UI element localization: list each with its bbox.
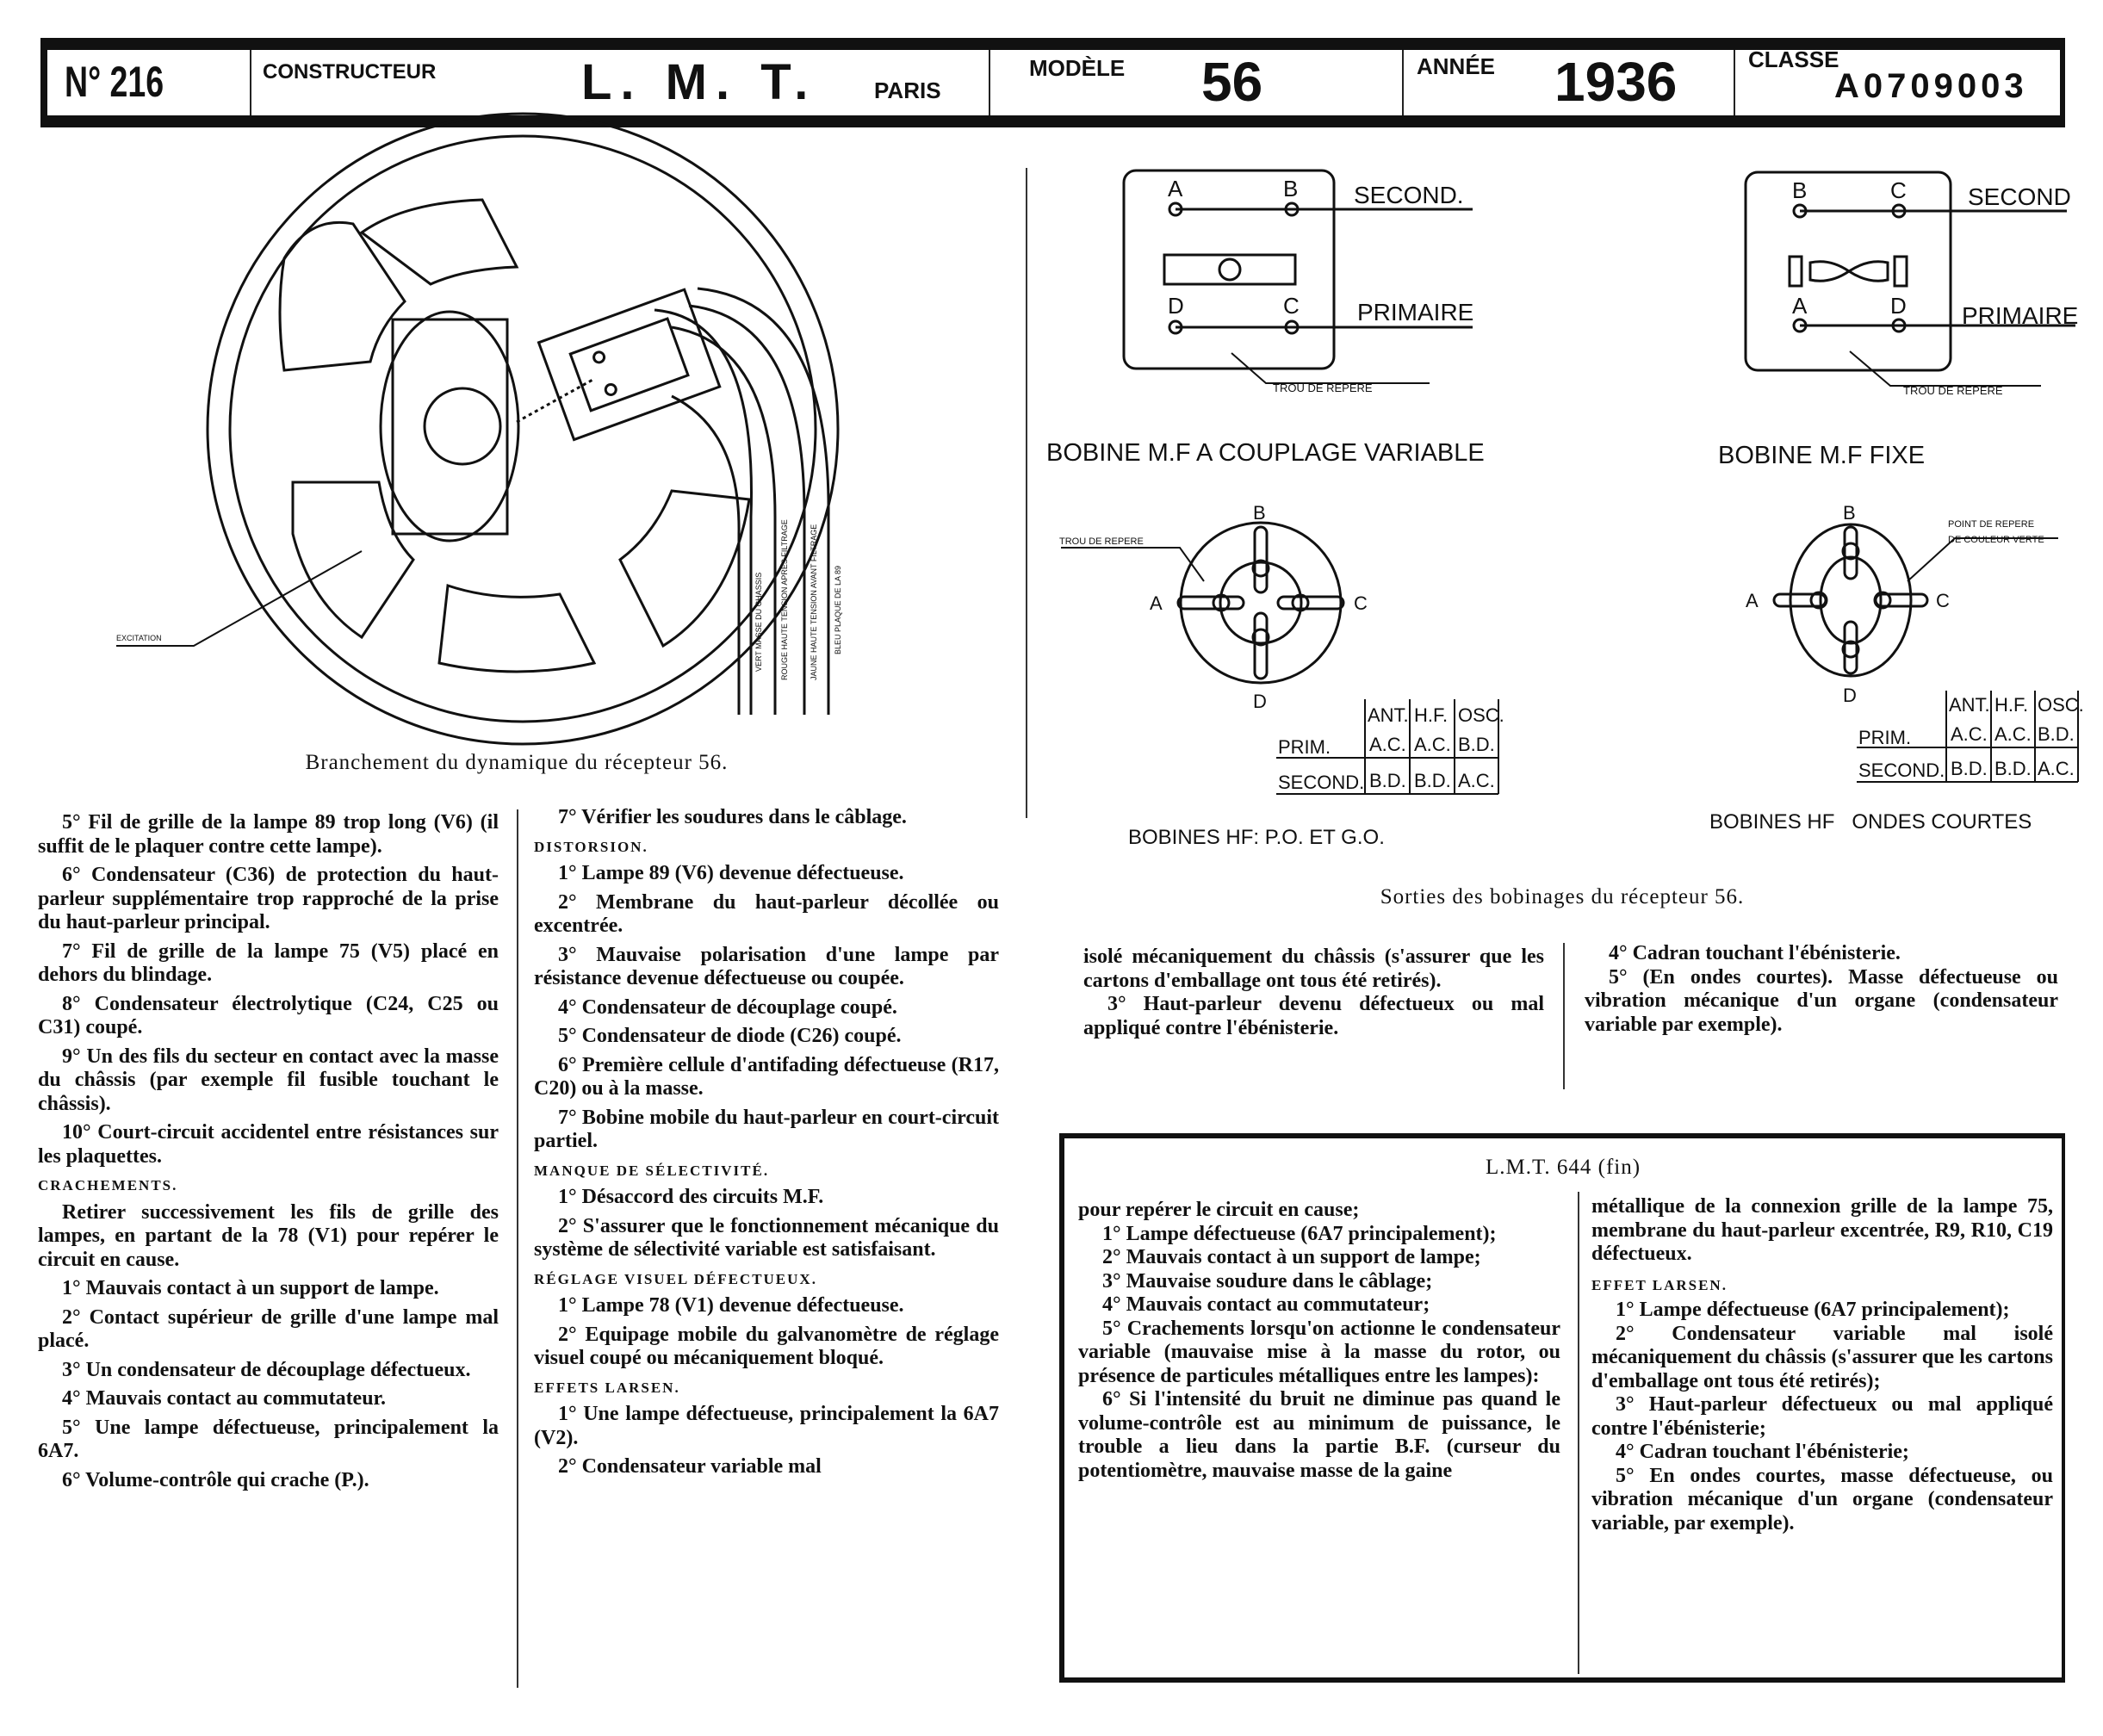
- speaker-diagram: [116, 114, 842, 744]
- paragraph: 1° Mauvais contact à un support de lampe.: [62, 1277, 439, 1299]
- paragraph: 2° Condensateur variable mal isolé mécaniquement du châssis (s'assurer que les cartons d'emballage ont tous été retirés);: [1591, 1322, 2053, 1392]
- table-cell: B.D.: [1994, 758, 2032, 779]
- primaire-label: PRIMAIRE: [1357, 299, 1474, 326]
- table-row-label: PRIM.: [1858, 727, 1912, 748]
- pin-label: C: [1283, 293, 1300, 319]
- terminal-block: [539, 289, 720, 439]
- mf-fixe-coil-diagram: [1718, 172, 2078, 469]
- wire-label: BLEU PLAQUE DE LA 89: [834, 565, 842, 654]
- speaker-magnet: [381, 312, 518, 541]
- table-cell: A.C.: [1369, 734, 1406, 755]
- paragraph: 1° Une lampe défectueuse, principalement la 6A7 (V2).: [534, 1403, 999, 1449]
- paragraph: 3° Haut-parleur devenu défectueux ou mal appliqué contre l'ébénisterie.: [1083, 993, 1544, 1039]
- paragraph: 4° Cadran touchant l'ébénisterie;: [1616, 1441, 1909, 1463]
- pin-label: B: [1792, 177, 1808, 203]
- repere-label: TROU DE REPERE: [1059, 536, 1144, 547]
- mf-fixe-title: BOBINE M.F FIXE: [1718, 442, 1926, 469]
- table-col-header: ANT.: [1949, 694, 1990, 716]
- paragraph: isolé mécaniquement du châssis (s'assurer que les cartons d'emballage ont tous été retirés).: [1083, 946, 1544, 992]
- section-heading: EFFET LARSEN.: [1591, 1276, 1728, 1293]
- mf-variable-title: BOBINE M.F A COUPLAGE VARIABLE: [1046, 439, 1485, 467]
- table-row-label: PRIM.: [1278, 736, 1331, 758]
- paragraph: 3° Mauvaise polarisation d'une lampe par résistance devenue défectueuse ou coupée.: [534, 943, 999, 989]
- speaker-window: [620, 491, 749, 646]
- paragraph: 6° Première cellule d'antifading défectueuse (R17, C20) ou à la masse.: [534, 1053, 999, 1100]
- speaker-outer-rim: [208, 114, 838, 744]
- wire: [654, 310, 752, 715]
- text-column-3: [1083, 946, 1544, 1040]
- table-cell: A.C.: [2038, 758, 2075, 779]
- pin-label: A: [1150, 592, 1163, 614]
- paragraph: 6° Volume-contrôle qui crache (P.).: [62, 1468, 369, 1491]
- hf-oc-table: [1857, 691, 2084, 782]
- annee-value: 1936: [1554, 51, 1678, 113]
- table-col-header: OSC.: [1458, 704, 1504, 726]
- paragraph: Retirer successivement les fils de grille des lampes, en partant de la 78 (V1) pour repérer le circuit en cause.: [38, 1200, 499, 1271]
- paragraph: 7° Vérifier les soudures dans le câblage.: [558, 806, 907, 828]
- pin-label: D: [1253, 691, 1267, 712]
- trou-repere-label: TROU DE REPERE: [1273, 381, 1373, 394]
- classe-label: CLASSE: [1748, 46, 1839, 72]
- sheet-number: N° 216: [65, 58, 164, 106]
- modele-value: 56: [1201, 51, 1263, 113]
- paragraph: 9° Un des fils du secteur en contact avec la masse du châssis (par exemple fil fusible touchant le châssis).: [38, 1045, 499, 1115]
- paragraph: 1° Lampe défectueuse (6A7 principalement);: [1102, 1222, 1497, 1245]
- column-divider: [1563, 943, 1565, 1089]
- wire-label: VERT MASSE DU CHASSIS: [754, 572, 763, 672]
- column-divider: [517, 809, 518, 1688]
- pin-label: D: [1843, 685, 1857, 706]
- paragraph: 5° En ondes courtes, masse défectueuse, ou vibration mécanique d'un organe (condensateur variable, par exemple).: [1591, 1464, 2053, 1534]
- pin-label: D: [1168, 293, 1184, 319]
- paragraph: 2° Condensateur variable mal: [558, 1455, 822, 1478]
- table-cell: B.D.: [1951, 758, 1988, 779]
- repere-label: POINT DE REPERE: [1948, 519, 2035, 530]
- paragraph: 5° (En ondes courtes). Masse défectueuse ou vibration mécanique d'un organe (condensateur variable par exemple).: [1585, 965, 2058, 1036]
- paragraph: 2° Contact supérieur de grille d'une lampe mal placé.: [38, 1305, 499, 1352]
- table-col-header: ANT.: [1368, 704, 1409, 726]
- column-divider: [1578, 1192, 1579, 1674]
- paragraph: 2° Membrane du haut-parleur décollée ou excentrée.: [534, 890, 999, 937]
- hf-po-go-table: [1276, 699, 1504, 794]
- coils-caption: Sorties des bobinages du récepteur 56.: [1380, 885, 1745, 908]
- section-heading: RÉGLAGE VISUEL DÉFECTUEUX.: [534, 1270, 817, 1287]
- speaker-window: [439, 586, 594, 672]
- primaire-label: PRIMAIRE: [1962, 302, 2079, 329]
- paragraph: 3° Mauvaise soudure dans le câblage;: [1102, 1269, 1433, 1293]
- excitation-label: EXCITATION: [116, 634, 162, 642]
- annee-label: ANNÉE: [1417, 53, 1496, 79]
- paragraph: 2° Equipage mobile du galvanomètre de réglage visuel coupé ou mécaniquement bloqué.: [534, 1323, 999, 1369]
- paragraph: 1° Lampe 78 (V1) devenue défectueuse.: [558, 1294, 904, 1317]
- pin-label: C: [1890, 177, 1907, 203]
- table-cell: A.C.: [1994, 723, 2032, 745]
- pin-label: A: [1792, 293, 1808, 319]
- paragraph: 4° Condensateur de découplage coupé.: [558, 995, 897, 1019]
- speaker-window: [280, 222, 405, 370]
- pin-label: D: [1890, 293, 1907, 319]
- speaker-caption: Branchement du dynamique du récepteur 56.: [305, 751, 729, 774]
- wire-label: ROUGE HAUTE TENSION APRES FILTRAGE: [780, 519, 789, 680]
- speaker-pole: [425, 388, 500, 464]
- section-heading: DISTORSION.: [534, 838, 648, 855]
- section-heading: EFFETS LARSEN.: [534, 1379, 680, 1396]
- wire-label: JAUNE HAUTE TENSION AVANT FILTRAGE: [810, 524, 818, 680]
- city: PARIS: [874, 78, 941, 103]
- pin-label: A: [1746, 590, 1759, 611]
- box-text-column-1: [1078, 1199, 1560, 1483]
- paragraph: 5° Fil de grille de la lampe 89 trop long (V6) (il suffit de le plaquer contre cette lampe).: [38, 811, 499, 858]
- paragraph: 3° Haut-parleur défectueux ou mal appliqué contre l'ébénisterie;: [1591, 1393, 2053, 1440]
- paragraph: 2° Mauvais contact à un support de lampe;: [1102, 1246, 1481, 1268]
- table-col-header: H.F.: [1414, 704, 1449, 726]
- paragraph: 1° Lampe 89 (V6) devenue défectueuse.: [558, 862, 904, 884]
- paragraph: 1° Lampe défectueuse (6A7 principalement);: [1616, 1299, 2010, 1321]
- paragraph: 6° Si l'intensité du bruit ne diminue pas quand le volume-contrôle est au minimum de puissance, le trouble a lieu dans la partie B.F. (curseur du potentiomètre, mauvaise masse de la gaine: [1078, 1388, 1560, 1482]
- column-divider: [1026, 168, 1027, 818]
- hf-oc-coil-diagram: [1709, 502, 2084, 834]
- table-cell: A.C.: [1951, 723, 1988, 745]
- paragraph: pour repérer le circuit en cause;: [1078, 1199, 1360, 1221]
- pin-label: C: [1354, 592, 1368, 614]
- speaker-window: [293, 482, 413, 637]
- repere-label: DE COULEUR VERTE: [1948, 535, 2044, 545]
- pin-label: B: [1253, 502, 1266, 524]
- table-col-header: OSC.: [2038, 694, 2084, 716]
- table-cell: B.D.: [2038, 723, 2075, 745]
- hf-po-go-title: BOBINES HF: P.O. ET G.O.: [1128, 826, 1385, 849]
- paragraph: 2° S'assurer que le fonctionnement mécanique du système de sélectivité variable est satisfaisant.: [534, 1214, 999, 1261]
- hf-po-go-coil-diagram: [1059, 502, 1504, 849]
- table-cell: A.C.: [1458, 770, 1495, 791]
- pin-label: B: [1843, 502, 1856, 524]
- pin-label: B: [1283, 176, 1299, 202]
- table-text: [1278, 704, 1504, 793]
- paragraph: 5° Crachements lorsqu'on actionne le condensateur variable (mauvaise mise à la masse du rotor, ou présence de particules métalliques entre les lampes):: [1078, 1317, 1560, 1387]
- pin-label: C: [1936, 590, 1950, 611]
- constructeur-name: L. M. T.: [581, 54, 817, 110]
- paragraph: 4° Mauvais contact au commutateur.: [62, 1387, 387, 1410]
- paragraph: 4° Cadran touchant l'ébénisterie.: [1609, 942, 1901, 964]
- pin-label: A: [1168, 176, 1183, 202]
- paragraph: métallique de la connexion grille de la lampe 75, membrane du haut-parleur excentrée, R9, R10, C19 défectueux.: [1591, 1195, 2053, 1265]
- lmt-644-box: [1059, 1133, 2065, 1683]
- paragraph: 8° Condensateur électrolytique (C24, C25 ou C31) coupé.: [38, 992, 499, 1038]
- box-title: L.M.T. 644 (fin): [1485, 1156, 1641, 1179]
- paragraph: 3° Un condensateur de découplage défectueux.: [62, 1358, 471, 1381]
- paragraph: 5° Une lampe défectueuse, principalement la 6A7.: [38, 1416, 499, 1462]
- section-heading: MANQUE DE SÉLECTIVITÉ.: [534, 1162, 770, 1179]
- text-column-4: [1585, 942, 2058, 1037]
- text-column-1: [38, 811, 499, 1497]
- trou-repere-label: TROU DE REPERE: [1903, 384, 2003, 397]
- modele-label: MODÈLE: [1029, 55, 1126, 81]
- speaker-inner-rim: [230, 136, 816, 722]
- paragraph: 5° Condensateur de diode (C26) coupé.: [558, 1025, 902, 1047]
- second-label: SECOND: [1968, 183, 2071, 210]
- table-cell: B.D.: [1414, 770, 1451, 791]
- table-col-header: H.F.: [1994, 694, 2029, 716]
- paragraph: 4° Mauvais contact au commutateur;: [1102, 1293, 1430, 1316]
- table-cell: A.C.: [1414, 734, 1451, 755]
- table-cell: B.D.: [1369, 770, 1406, 791]
- mf-variable-coil-diagram: [1046, 170, 1485, 467]
- box-text-column-2: [1591, 1195, 2053, 1535]
- table-row-label: SECOND.: [1858, 760, 1945, 781]
- speaker-yoke: [393, 319, 507, 534]
- paragraph: 6° Condensateur (C36) de protection du haut-parleur supplémentaire trop rapproché de la prise du haut-parleur principal.: [38, 864, 499, 933]
- section-heading: CRACHEMENTS.: [38, 1177, 178, 1194]
- table-row-label: SECOND.: [1278, 772, 1365, 793]
- paragraph: 7° Bobine mobile du haut-parleur en court-circuit partiel.: [534, 1106, 999, 1152]
- hf-oc-title: BOBINES HF ONDES COURTES: [1709, 810, 2032, 834]
- constructeur-label: CONSTRUCTEUR: [263, 60, 437, 84]
- paragraph: 10° Court-circuit accidentel entre résistances sur les plaquettes.: [38, 1121, 499, 1168]
- paragraph: 1° Désaccord des circuits M.F.: [558, 1186, 824, 1208]
- paragraph: 7° Fil de grille de la lampe 75 (V5) placé en dehors du blindage.: [38, 939, 499, 986]
- classe-value: A0709003: [1834, 67, 2028, 105]
- second-label: SECOND.: [1354, 182, 1464, 208]
- table-cell: B.D.: [1458, 734, 1495, 755]
- text-column-2: [534, 806, 999, 1485]
